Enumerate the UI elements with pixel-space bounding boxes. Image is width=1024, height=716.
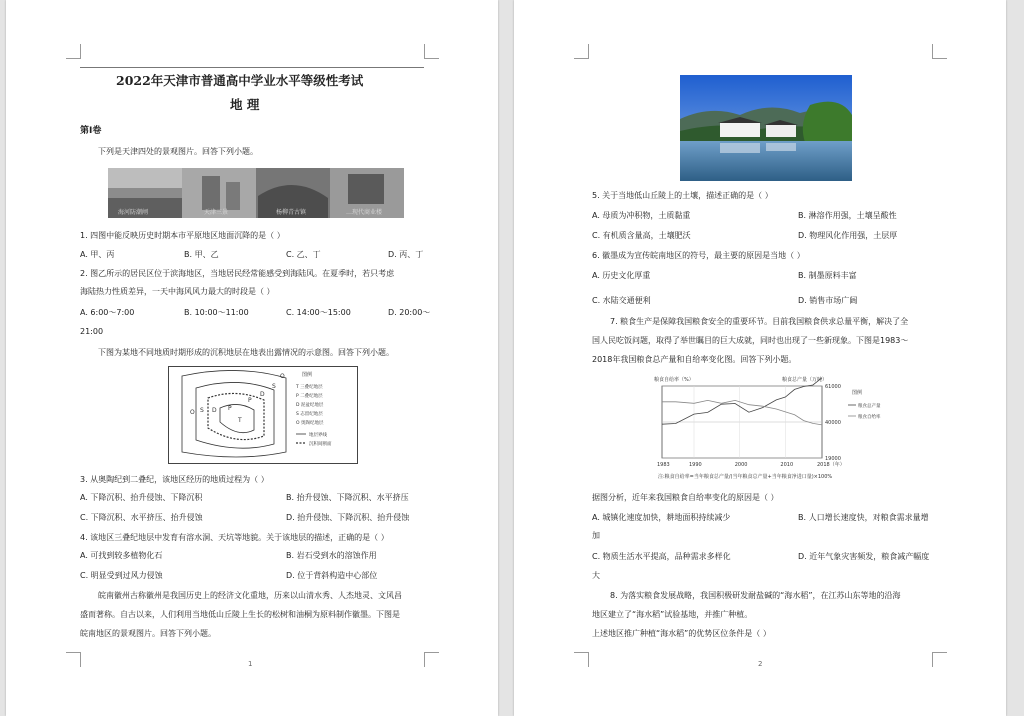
chart-x-ticks: [657, 461, 845, 468]
q1-option-c: C. 乙、丁: [286, 250, 321, 259]
intro-text: 皖南地区的景观图片。回答下列小题。: [80, 629, 216, 638]
q6-option-c: C. 水陆交通便利: [592, 296, 651, 305]
q1-option-d: D. 丙、丁: [388, 250, 424, 259]
legend-item: D 泥盆纪地层: [296, 403, 324, 408]
q7-option-d-cont: 大: [592, 571, 600, 580]
q2-option-d-cont: 21:00: [80, 327, 104, 336]
crop-mark: [66, 652, 81, 667]
chart-x-tick-label: 1983: [657, 462, 670, 468]
crop-mark: [424, 44, 439, 59]
page-number: 1: [248, 660, 253, 668]
page-number: 2: [758, 660, 763, 668]
q7-option-c: C. 物质生活水平提高，品种需求多样化: [592, 552, 731, 561]
chart-right-axis-label: 粮食总产量（万吨）: [782, 377, 828, 383]
question-6: 6. 徽墨成为宣传皖南地区的符号，最主要的原因是当地（ ）: [592, 251, 805, 260]
q4-option-b: B. 岩石受到水的溶蚀作用: [286, 551, 377, 560]
document-page-2: [514, 0, 1006, 716]
q1-option-a: A. 甲、丙: [80, 250, 115, 259]
chart-x-tick-label: 2010: [780, 462, 794, 468]
q7-option-b: B. 人口增长速度快，对粮食需求量增: [798, 513, 929, 522]
question-4: 4. 该地区三叠纪地层中发育有溶水洞、天坑等地貌。关于该地层的描述，正确的是（ ）: [80, 533, 389, 542]
grain-chart: [652, 372, 888, 482]
question-1: 1. 四图中能反映历史时期本市平原地区地面沉降的是（ ）: [80, 231, 285, 240]
q5-option-c: C. 有机质含量高，土壤肥沃: [592, 231, 691, 240]
question-7: 7. 粮食生产是保障我国粮食安全的重要环节。目前我国粮食供求总量平衡，解决了全: [610, 317, 909, 326]
chart-y-tick-label: 40000: [825, 420, 841, 426]
q1-option-b: B. 甲、乙: [184, 250, 219, 259]
question-8: 8. 为落实粮食发展战略，我国积极研发耐盐碱的“海水稻”，在江苏山东等地的沿海: [610, 591, 901, 600]
legend-item: T 三叠纪地层: [296, 385, 323, 390]
photo-caption: 海河防潮闸: [118, 209, 149, 216]
chart-y-ticks: [825, 384, 841, 462]
q5-option-d: D. 物理风化作用强，土层厚: [798, 231, 898, 240]
map-label: D: [260, 391, 265, 398]
map-label: P: [228, 405, 232, 412]
question-8-cont: 上述地区推广种植“海水稻”的优势区位条件是（ ）: [592, 629, 771, 638]
document-page-1: [6, 0, 498, 716]
q3-option-a: A. 下降沉积、抬升侵蚀、下降沉积: [80, 493, 203, 502]
q2-option-c: C. 14:00～15:00: [286, 308, 351, 317]
legend-item: P 二叠纪地层: [296, 394, 323, 399]
legend-item: S 志留纪地层: [296, 412, 323, 417]
photo-caption: 天津三景: [204, 209, 229, 216]
header-rule: [80, 67, 424, 68]
chart-legend-title: 图例: [852, 390, 863, 396]
intro-text: 下列是天津四处的景观图片。回答下列小题。: [98, 147, 258, 156]
q7-option-b-cont: 加: [592, 531, 600, 540]
map-label: O: [190, 409, 195, 416]
q3-option-b: B. 抬升侵蚀、下降沉积、水平挤压: [286, 493, 409, 502]
q4-option-c: C. 明显受到过风力侵蚀: [80, 571, 163, 580]
q7-option-a: A. 城镇化速度加快，耕地面积持续减少: [592, 513, 731, 522]
crop-mark: [574, 652, 589, 667]
chart-x-tick-label: 2000: [734, 462, 748, 468]
legend-item: 地层界线: [309, 433, 327, 438]
map-label: S: [200, 407, 204, 414]
question-2-cont: 海陆热力性质差异，一天中海风风力最大的时段是（ ）: [80, 287, 275, 296]
question-5: 5. 关于当地低山丘陵上的土壤，描述正确的是（ ）: [592, 191, 773, 200]
subject-title: 地 理: [230, 97, 260, 112]
crop-mark: [574, 44, 589, 59]
legend-title: 图例: [302, 372, 313, 378]
q6-option-d: D. 销售市场广阔: [798, 296, 858, 305]
chart-x-tick-label: 1990: [689, 462, 702, 468]
question-7-cont: 国人民吃饭问题，取得了举世瞩目的巨大成就，同时也出现了一些新现象。下图是1983～: [592, 336, 909, 345]
chart-note: 注:粮食自给率=当年粮食总产量/(当年粮食总产量+当年粮食净进口量)×100%: [658, 474, 833, 480]
geology-map: [168, 366, 358, 464]
map-label: P: [248, 397, 252, 404]
chart-y-tick-label: 19000: [825, 456, 841, 462]
crop-mark: [424, 652, 439, 667]
exam-title: 2022年天津市普通高中学业水平等级性考试: [116, 73, 364, 88]
q5-option-b: B. 淋溶作用强，土壤呈酸性: [798, 211, 897, 220]
q6-option-a: A. 历史文化厚重: [592, 271, 651, 280]
map-label: O: [280, 373, 285, 380]
map-label: T: [238, 417, 242, 424]
q3-option-d: D. 抬升侵蚀、下降沉积、抬升侵蚀: [286, 513, 410, 522]
legend-item: O 奥陶纪地层: [296, 421, 324, 426]
chart-x-tick-label: 2018（年）: [817, 462, 845, 468]
village-landscape-photo: [680, 75, 852, 181]
crop-mark: [932, 44, 947, 59]
chart-legend-item: 粮食自给率: [858, 415, 881, 420]
q2-option-b: B. 10:00～11:00: [184, 308, 249, 317]
landmark-photos: [108, 168, 404, 218]
q3-option-c: C. 下降沉积、水平挤压、抬升侵蚀: [80, 513, 203, 522]
intro-text: 下图为某地不同地质时期形成的沉积地层在地表出露情况的示意图。回答下列小题。: [98, 348, 394, 357]
map-label: S: [272, 383, 276, 390]
chart-left-axis-label: 粮食自给率（%）: [654, 377, 694, 383]
question-7b: 据图分析，近年来我国粮食自给率变化的原因是（ ）: [592, 493, 779, 502]
q4-option-d: D. 位于背斜构造中心部位: [286, 571, 378, 580]
intro-text: 盛而著称。自古以来，人们利用当地低山丘陵上生长的松树和油桐为原料制作徽墨。下图是: [80, 610, 400, 619]
chart-legend-item: 粮食总产量: [858, 404, 881, 409]
q5-option-a: A. 母质为冲积物，土质黏重: [592, 211, 691, 220]
section-heading: 第I卷: [80, 126, 102, 136]
legend-item: 沉积间断面: [309, 442, 332, 447]
question-8-cont: 地区建立了“海水稻”试验基地，并推广种植。: [592, 610, 753, 619]
crop-mark: [932, 652, 947, 667]
q6-option-b: B. 制墨原料丰富: [798, 271, 857, 280]
chart-y-tick-label: 61000: [825, 384, 841, 390]
q2-option-d: D. 20:00～: [388, 308, 431, 317]
q2-option-a: A. 6:00～7:00: [80, 308, 135, 317]
map-label: D: [212, 407, 217, 414]
crop-mark: [66, 44, 81, 59]
question-2: 2. 图乙所示的居民区位于滨海地区，当地居民经常能感受到海陆风。在夏季时，若只考虑: [80, 269, 395, 278]
question-3: 3. 从奥陶纪到二叠纪，该地区经历的地质过程为（ ）: [80, 475, 269, 484]
question-7-cont: 2018年我国粮食总产量和自给率变化图。回答下列小题。: [592, 355, 797, 364]
q4-option-a: A. 可找到较多植物化石: [80, 551, 163, 560]
q7-option-d: D. 近年气象灾害频发，粮食减产幅度: [798, 552, 930, 561]
photo-caption: 杨柳青古镇: [276, 209, 307, 216]
intro-text: 皖南徽州古称徽州是我国历史上的经济文化重地，历来以山清水秀、人杰地灵、文风昌: [98, 591, 402, 600]
photo-caption: …现代商业楼: [346, 209, 383, 216]
